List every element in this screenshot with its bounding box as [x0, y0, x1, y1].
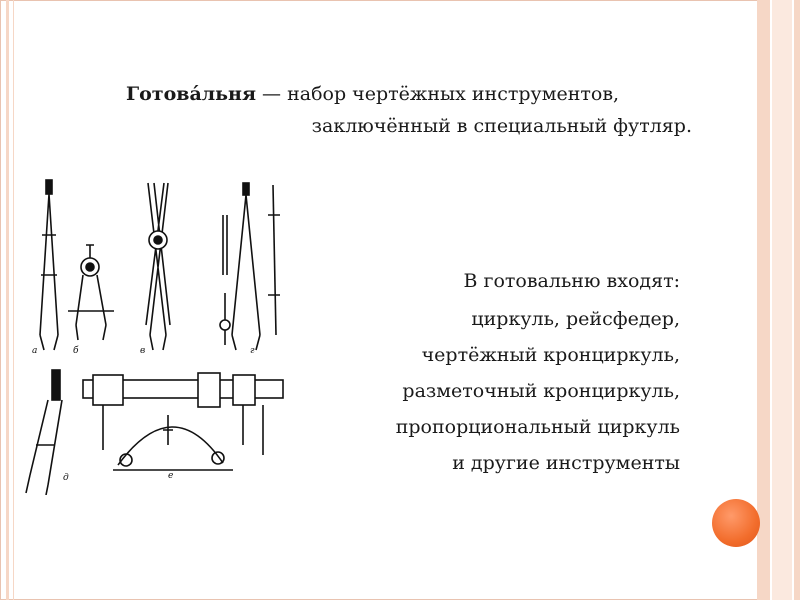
left-decor-line — [6, 0, 9, 600]
caliper-d-drawing — [26, 370, 62, 495]
list-item: пропорциональный циркуль — [395, 416, 680, 438]
figure-label-v: в — [140, 346, 146, 356]
figure-label-b: б — [73, 346, 79, 356]
compass-a-drawing — [40, 180, 58, 350]
title-line2: заключённый в специальный футляр. — [311, 115, 692, 137]
list-item: и другие инструменты — [452, 452, 680, 474]
figure-label-a: а — [32, 346, 38, 356]
slide-title — [122, 78, 692, 142]
bow-compass-b-drawing — [68, 245, 114, 340]
orange-circle-decor — [712, 499, 760, 547]
proportional-compass-v-drawing — [146, 183, 170, 350]
figure-label-d: д — [63, 473, 69, 483]
title-term: Готова́льня — [126, 83, 256, 105]
left-decor-line-thin — [13, 0, 14, 600]
list-item: циркуль, рейсфедер, — [471, 308, 680, 330]
beam-compass-e-drawing — [83, 373, 283, 470]
figure-label-e: е — [168, 471, 174, 481]
drawing-instruments-illustration — [18, 175, 293, 495]
right-decor-stripe — [770, 0, 794, 600]
list-item: разметочный кронциркуль, — [402, 380, 680, 402]
instrument-list — [330, 263, 680, 481]
list-heading: В готовальню входят: — [463, 270, 680, 292]
compass-set-g-drawing — [220, 183, 280, 350]
figure-label-g: г — [250, 346, 255, 356]
title-rest: — набор чертёжных инструментов, — [256, 83, 620, 105]
list-item: чертёжный кронциркуль, — [421, 344, 680, 366]
